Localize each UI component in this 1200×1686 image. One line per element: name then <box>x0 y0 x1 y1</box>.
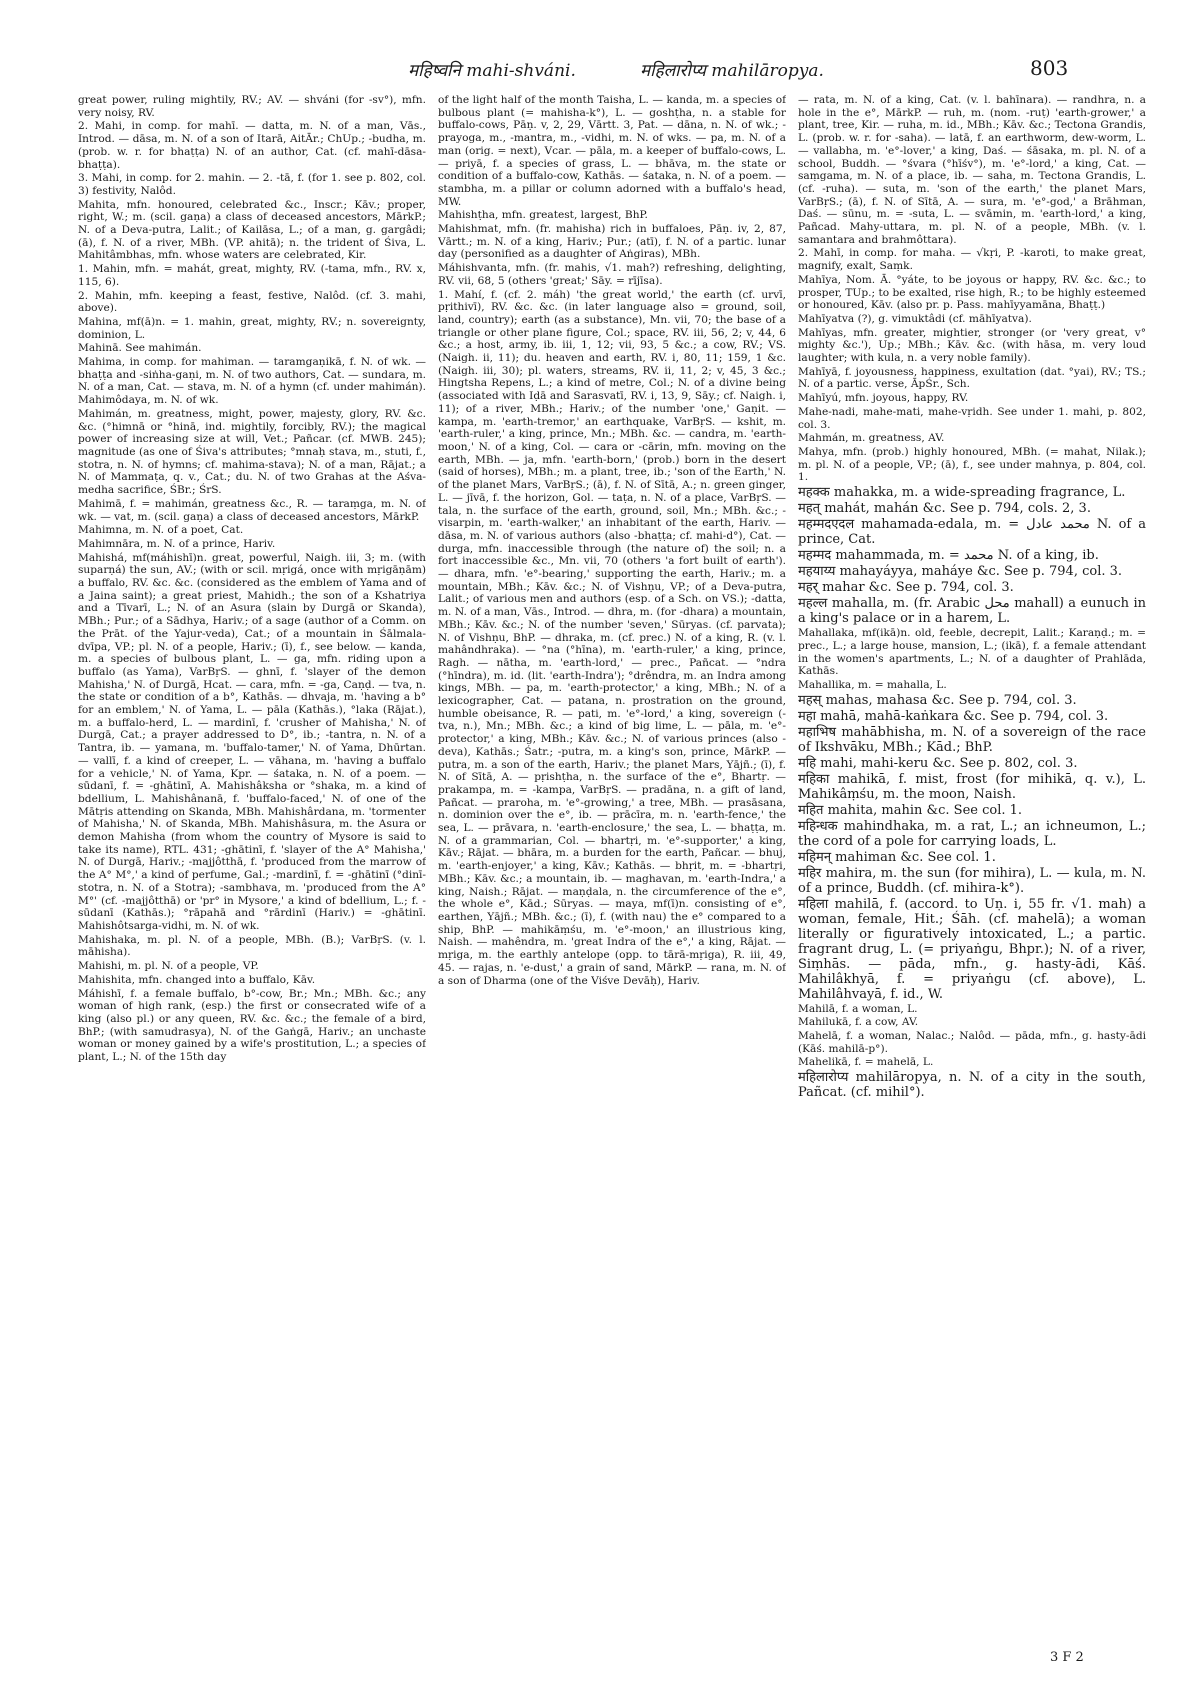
dictionary-entry: Mahima, in comp. for mahiman. — taramgaṇikā, f. N. of wk. — bhaṭṭa and -siṅha-gaṇi, m. N. of two authors, Cat. — sundara, m. N. of a man, Cat. — stava, m. N. of a hymn (cf. under mahimán). Mahimôdaya, m. N. of wk. <box>78 356 426 407</box>
dictionary-entry: Mahishṭha, mfn. greatest, largest, BhP. <box>438 209 648 222</box>
dictionary-entry: Mahimna, m. N. of a poet, Cat. <box>78 524 244 537</box>
dictionary-entry: महाभिष mahābhisha, m. N. of a sovereign of the race of Ikshvāku, MBh.; Kād.; BhP. <box>798 724 1146 755</box>
dictionary-entry: Mahilukā, f. a cow, AV. <box>798 1016 919 1029</box>
dictionary-entry: Mahīya, Nom. Ā. °yáte, to be joyous or happy, RV. &c. &c.; to prosper, TUp.; to be exalted, rise high, R.; to be highly esteemed or honoured, Kāv. (also pr. p. Pass. mahīyyamāna, Bhaṭṭ.) <box>798 273 1146 312</box>
dictionary-entry: महिलारोप्य mahilāropya, n. N. of a city in the south, Pañcat. (cf. mihil°). <box>798 1070 1146 1101</box>
dictionary-entry: Mahelā, f. a woman, Nalac.; Nalôd. — pāda, mfn., g. hasty-ādi (Kāś. mahilā-p°). <box>798 1030 1146 1055</box>
dictionary-entry: Mahishá, mf(máhishī)n. great, powerful, Naigh. iii, 3; m. (with suparṇá) the sun, AV.; (with or scil. mṛigá, once with mṛigāṇām) a buffalo, RV. &c. &c. (considered as the emblem of Yama and of a Jaina saint); a great priest, Mahidh.; the son of a Kshatriya and a Tīvarī, L.; N. of an Asura (slain by Durgā or Skanda), MBh.; Pur.; of a Sādhya, Hariv.; of a sage (author of a Comm. on the Prāt. of the Yajur-veda), Cat.; of a mountain in Śālmala-dvīpa, VP.; pl. N. of a people, Hariv.; (ī), f., see below. — kanda, m. a species of bulbous plant, L. — ga, mfn. riding upon a buffalo (as Yama), VarBṛS. — ghnī, f. 'slayer of the demon Mahisha,' N. of Durgā, Hcat. — cara, mfn. = -ga, Caṇḍ. — tva, n. the state or condition of a b°, Kathās. — dhvaja, m. 'having a b° for an emblem,' N. of Yama, L. — pāla (Kathās.), °laka (Rājat.), m. a buffalo-herd, L. — mardinī, f. 'crusher of Mahisha,' N. of Durgā, Cat.; a prayer addressed to D°, ib.; -tantra, n. N. of a Tantra, ib. — yamana, m. 'buffalo-tamer,' N. of Yama, Dhūrtan. — vallī, f. a kind of creeper, L. — vāhana, m. 'having a buffalo for a vehicle,' N. of Yama, Kpr. — śataka, n. N. of a poem. — sūdanī, f. = -ghātinī, A. Mahishâksha or °shaka, m. a kind of bdellium, L. Mahishânanā, f. 'buffalo-faced,' N. of one of the Mātṛis attending on Skanda, MBh. Mahishârdana, m. 'tormenter of Mahisha,' N. of Skanda, MBh. Mahishâsura, m. the Asura or demon Mahisha (from whom the country of Mysore is said to take its name), RTL. 431; -ghātinī, f. 'slayer of the A° Mahisha,' N. of Durgā, Hariv.; -majjôtthā, f. 'produced from the marrow of the A° M°,' a kind of perfume, Gal.; -mardinī, f. = -ghātinī (°dinī-stotra, n. N. of a Stotra); -sambhava, m. 'produced from the A° M°' (cf. -majjôtthā) or 'pr° in Mysore,' a kind of bdellium, L.; f. -sūdanī (Kathās.); °rāpahā and °rārdinī (Hariv.) = -ghātinī. Mahishôtsarga-vidhi, m. N. of wk. <box>78 551 426 932</box>
dictionary-entry: Mahīyas, mfn. greater, mightier, stronger (or 'very great, v° mighty &c.'), Up.; MBh.; Kāv. &c. (with hāsa, m. very loud laughter; with kula, n. a very noble family). <box>798 326 1146 365</box>
dictionary-entry: Mahimā, f. = mahimán, greatness &c., R. — taraṃga, m. N. of wk. — vat, m. (scil. gaṇa) a class of deceased ancestors, MārkP. <box>78 497 426 523</box>
dictionary-entry: महम्मद mahammada, m. = محمد N. of a king, ib. <box>798 548 1099 564</box>
dictionary-entry: Máhishvanta, mfn. (fr. mahis, √1. mah?) refreshing, delighting, RV. vii, 68, 5 (others 'great;' Sāy. = rījīsa). <box>438 262 786 287</box>
header-right-headword: महिलारोप्य mahilāropya. <box>640 61 824 81</box>
dictionary-entry: Mahilā, f. a woman, L. <box>798 1002 918 1015</box>
dictionary-entry: महिला mahilā, f. (accord. to Uṇ. i, 55 fr. √1. mah) a woman, female, Hit.; Śāh. (cf. mahelā); a woman literally or figuratively intoxicated, L.; a partic. fragrant drug, L. (= priyaṅgu, Bhpr.); N. of a river, Siṃhās. — pāda, mfn., g. hasty-ādi, Kāś. Mahilâkhyā, f. = priyaṅgu (cf. above), L. Mahilâhvayā, f. id., W. <box>798 896 1146 1002</box>
signature-mark: 3 F 2 <box>1050 1650 1084 1665</box>
dictionary-entry: महिर mahira, m. the sun (for mihira), L. — kula, m. N. of a prince, Buddh. (cf. mihira-k°). <box>798 865 1146 896</box>
dictionary-entry: Mahita, mfn. honoured, celebrated &c., Inscr.; Kāv.; proper, right, W.; m. (scil. gaṇa) a class of deceased ancestors, MārkP.; N. of a Deva-putra, Lalit.; of Kailāsa, L.; of a man, g. gargâdi; (ā), f. N. of a river, MBh. (VP. ahitā); n. the trident of Śiva, L. Mahitâmbhas, mfn. whose waters are celebrated, Kir. <box>78 198 426 262</box>
dictionary-entry: Mahallaka, mf(ikā)n. old, feeble, decrepit, Lalit.; Karaṇḍ.; m. = prec., L.; a large house, mansion, L.; (ikā), f. a female attendant in the women's apartments, L.; N. of a daughter of Prahlāda, Kathās. <box>798 627 1146 678</box>
dictionary-entry: Mahīyú, mfn. joyous, happy, RV. <box>798 392 969 405</box>
dictionary-entry: महित mahita, mahin &c. See col. 1. <box>798 802 1023 818</box>
dictionary-entry: 2. Mahī, in comp. for maha. — √kṛi, P. -karoti, to make great, magnify, exalt, Saṃk. <box>798 247 1146 273</box>
dictionary-entry: Mahya, mfn. (prob.) highly honoured, MBh. (= mahat, Nilak.); m. pl. N. of a people, VP.; (ā), f., see under mahnya, p. 804, col. 1. <box>798 445 1146 484</box>
dictionary-entry: महा mahā, mahā-kaṅkara &c. See p. 794, col. 3. <box>798 708 1109 724</box>
dictionary-entry: महिका mahikā, f. mist, frost (for mihikā, q. v.), L. Mahikâṃśu, m. the moon, Naish. <box>798 771 1146 802</box>
dictionary-entry: great power, ruling mightily, RV.; AV. — shváni (for -sv°), mfn. very noisy, RV. <box>78 94 426 119</box>
dictionary-entry: महस् mahas, mahasa &c. See p. 794, col. 3. <box>798 692 1077 708</box>
dictionary-entry: Mahe-nadi, mahe-mati, mahe-vṛidh. See under 1. mahi, p. 802, col. 3. <box>798 405 1146 431</box>
dictionary-entry: Mahīyā, f. joyousness, happiness, exultation (dat. °yai), RV.; TS.; N. of a partic. verse, ĀpŚr., Sch. <box>798 365 1146 391</box>
dictionary-entry: महिन्धक mahindhaka, m. a rat, L.; an ichneumon, L.; the cord of a pole for carrying loads, L. <box>798 818 1146 849</box>
dictionary-entry: महत् mahát, mahán &c. See p. 794, cols. 2, 3. <box>798 501 1091 517</box>
dictionary-entry: महिमन् mahiman &c. See col. 1. <box>798 849 996 865</box>
dictionary-entry: of the light half of the month Taisha, L. — kanda, m. a species of bulbous plant (= mahisha-k°), L. — goshṭha, n. a stable for buffalo-cows, Pāṇ. v, 2, 29, Vārtt. 3, Pat. — dāna, n. N. of wk.; -prayoga, m., -mantra, m., -vidhi, m. N. of wks. — pa, m. N. of a man (orig. = next), Vcar. — pāla, m. a keeper of buffalo-cows, L. — priyā, f. a species of grass, L. — bhāva, m. the state or condition of a buffalo-cow, Kathās. — śataka, n. N. of a poem. — stambha, m. a pillar or column adorned with a buffalo's head, MW. <box>438 94 786 208</box>
column-3 <box>798 94 1146 1634</box>
dictionary-entry: Mahishita, mfn. changed into a buffalo, Kāv. <box>78 973 316 986</box>
dictionary-entry: Mahishmat, mfn. (fr. mahisha) rich in buffaloes, Pāṇ. iv, 2, 87, Vārtt.; m. N. of a king, Hariv.; Pur.; (atī), f. N. of a partic. lunar day (personified as a daughter of Aṅgiras), MBh. <box>438 223 786 261</box>
dictionary-entry: Mahelikā, f. = mahelā, L. <box>798 1056 934 1069</box>
dictionary-entry: Mahina, mf(ā)n. = 1. mahin, great, mighty, RV.; n. sovereignty, dominion, L. <box>78 315 426 341</box>
column-2 <box>438 94 786 1634</box>
dictionary-entry: 1. Mahí, f. (cf. 2. máh) 'the great world,' the earth (cf. urvī, pṛithivī), RV. &c. &c. (in later language also = ground, soil, land, country); earth (as a substance), Mn. vii, 70; the base of a triangle or other plane figure, Col.; space, RV. iii, 56, 2; v, 44, 6 &c.; a host, army, ib. iii, 1, 12; vii, 93, 5 &c.; a cow, RV.; VS. (Naigh. ii, 11); du. heaven and earth, RV. i, 80, 11; 159, 1 &c. (Naigh. iii, 30); pl. waters, streams, RV. ii, 11, 2; v, 45, 3 &c.; Hingtsha Repens, L.; a kind of metre, Col.; N. of a divine being (associated with Iḍā and Sarasvatī, RV. i, 13, 9, Sāy.; cf. Naigh. i, 11); of a river, MBh.; Hariv.; of the number 'one,' Gaṇit. — kampa, m. 'earth-tremor,' an earthquake, VarBṛS. — kshit, m. 'earth-ruler,' a king, prince, Mn.; MBh. &c. — candra, m. 'earth-moon,' N. of a king, Col. — cara or -cārin, mfn. moving on the earth, MBh. — ja, mfn. 'earth-born,' (prob.) born in the desert (said of horses), MBh.; m. a plant, tree, ib.; 'son of the Earth,' N. of the planet Mars, VarBṛS.; (ā), f. N. of Sītā, A.; n. green ginger, L. — jīvā, f. the horizon, Gol. — taṭa, n. N. of a place, VarBṛS. — tala, n. the surface of the earth, ground, soil, Mn.; MBh. &c.; -visarpin, m. 'earth-walker,' an inhabitant of the earth, Hariv. — dāsa, m. N. of various authors (also -bhaṭṭa; cf. mahi-d°), Cat. — durga, mfn. inaccessible through (the nature of) the soil; n. a fort inaccessible &c., Mn. vii, 70 (others 'a fort built of earth'). — dhara, mfn. 'e°-bearing,' supporting the earth, Hariv.; m. a mountain, MBh.; Kāv. &c.; N. of Vishṇu, VP.; of a Deva-putra, Lalit.; of various men and authors (esp. of a Sch. on VS.); -datta, m. N. of a man, Vās., Introd. — dhra, m. (for -dhara) a mountain, MBh.; Kāv. &c.; N. of the number 'seven,' Sūryas. (cf. parvata); N. of Vishṇu, BhP. — dhraka, m. (cf. prec.) N. of a king, R. (v. l. mahândhraka). — °na (°hīna), m. 'earth-ruler,' a king, prince, Ragh. — nātha, m. 'earth-lord,' — prec., Pañcat. — °ndra (°hīndra), m. id. (lit. 'earth-Indra'); °drêndra, m. an Indra among kings, MBh. — pa, m. 'earth-protector,' a king, MBh.; N. of a lexicographer, Cat. — patana, n. prostration on the ground, humble obeisance, R. — pati, m. 'e°-lord,' a king, sovereign (-tva, n.), Mn.; MBh. &c.; a kind of big lime, L. — pāla, m. 'e°-protector,' a king, MBh.; Kāv. &c.; N. of various princes (also -deva), Kathās.; Śatr.; -putra, m. a king's son, prince, MārkP. — putra, m. a son of the earth, Hariv.; the planet Mars, Yājñ.; (ī), f. N. of Sītā, A. — pṛishṭha, n. the surface of the e°, Bhartṛ. — prakampa, m. = -kampa, VarBṛS. — pradāna, n. a gift of land, Pañcat. — praroha, m. 'e°-growing,' a tree, MBh. — prasāsana, n. dominion over the e°, ib. — prācīra, m. n. 'earth-fence,' the sea, L. — prāvara, n. 'earth-enclosure,' the sea, L. — bhaṭṭa, m. N. of a grammarian, Col. — bhartṛi, m. 'e°-supporter,' a king, Kāv.; Rājat. — bhāra, m. a burden for the earth, Pañcar. — bhuj, m. 'earth-enjoyer,' a king, Kāv.; Kathās. — bhṛit, m. = -bhartṛi, MBh.; Kāv. &c.; a mountain, ib. — maghavan, m. 'earth-Indra,' a king, Naish.; Rājat. — maṇḍala, n. the circumference of the e°, the whole e°, Kād.; Sūryas. — maya, mf(ī)n. consisting of e°, earthen, Yājñ.; MBh. &c.; (ī), f. (with nau) the e° compared to a ship, BhP. — mahikāṃśu, m. 'e°-moon,' an illustrious king, Naish. — mahêndra, m. 'great Indra of the e°,' a king, Rājat. — mṛiga, m. the earthly antelope (opp. to tārā-mṛiga), R. iii, 49, 45. — rajas, n. 'e-dust,' a grain of sand, MārkP. — rana, m. N. of a son of Dharma (one of the Viśve Devāḥ), Hariv. <box>438 288 786 987</box>
page-number: 803 <box>1030 56 1069 80</box>
dictionary-entry: Mahimán, m. greatness, might, power, majesty, glory, RV. &c. &c. (°himnā or °hinā, ind. mightily, forcibly, RV.); the magical power of increasing size at will, Vet.; Pañcar. (cf. MWB. 245); magnitude (as one of Śiva's attributes; °mnaḥ stava, m., stuti, f., stotra, n. N. of hymns; cf. mahima-stava); N. of a man, Rājat.; a N. of Mammaṭa, q. v., Cat.; du. N. of two Grahas at the Aśva-medha sacrifice, ŚBr.; ŚrS. <box>78 407 426 497</box>
dictionary-entry: महक्क mahakka, m. a wide-spreading fragrance, L. <box>798 485 1126 501</box>
dictionary-entry: Mahimnāra, m. N. of a prince, Hariv. <box>78 537 276 550</box>
dictionary-entry: महयाय्य mahayáyya, maháye &c. See p. 794, col. 3. <box>798 564 1123 580</box>
dictionary-entry: Mahishi, m. pl. N. of a people, VP. <box>78 960 259 973</box>
dictionary-entry: Mahmán, m. greatness, AV. <box>798 432 945 445</box>
dictionary-entry: Mahīyatva (?), g. vimuktâdi (cf. māhīyatva). <box>798 312 1032 325</box>
dictionary-entry: — rata, m. N. of a king, Cat. (v. l. bahīnara). — randhra, n. a hole in the e°, MārkP. — ruh, m. (nom. -ruṭ) 'earth-grower,' a plant, tree, Kir. — ruha, m. id., MBh.; Kāv. &c.; Tectona Grandis, L. (prob. w. r. for -saha). — latā, f. an earthworm, dew-worm, L. — vallabha, m. 'e°-lover,' a king, Daś. — śāsaka, m. pl. N. of a school, Buddh. — °śvara (°hīśv°), m. 'e°-lord,' a king, Cat. — saṃgama, m. N. of a place, ib. — saha, m. Tectona Grandis, L. (cf. -ruha). — suta, m. 'son of the earth,' the planet Mars, VarBṛS.; (ā), f. N. of Sītā, A. — sura, m. 'e°-god,' a Brāhman, Daś. — sūnu, m. = -suta, L. — svāmin, m. 'earth-lord,' a king, Pañcad. Mahy-uttara, m. pl. N. of a people, MBh. (v. l. samantara and brahmôttara). <box>798 94 1146 246</box>
dictionary-entry: Mahinā. See mahimán. <box>78 342 202 355</box>
dictionary-entry: महर् mahar &c. See p. 794, col. 3. <box>798 580 1014 596</box>
dictionary-entry: Mahishaka, m. pl. N. of a people, MBh. (B.); VarBṛS. (v. l. māhisha). <box>78 933 426 959</box>
dictionary-entry: महम्मदएदल mahamada-edala, m. = محمد عادل N. of a prince, Cat. <box>798 517 1146 548</box>
dictionary-columns <box>78 94 1148 1634</box>
dictionary-entry: Mahallika, m. = mahalla, L. <box>798 678 947 691</box>
dictionary-entry: 2. Mahi, in comp. for mahī. — datta, m. N. of a man, Vās., Introd. — dāsa, m. N. of a son of Itarā, AitĀr.; ChUp.; -budha, m. (prob. w. r. for bhaṭṭa) N. of an author, Cat. (cf. mahī-dāsa-bhaṭṭa). <box>78 120 426 171</box>
dictionary-entry: Máhishī, f. a female buffalo, b°-cow, Br.; Mn.; MBh. &c.; any woman of high rank, (esp.) the first or consecrated wife of a king (also pl.) or any queen, RV. &c. &c.; the female of a bird, BhP.; (with samudrasya), N. of the Gaṅgā, Hariv.; an unchaste woman or money gained by a wife's prostitution, L.; a species of plant, L.; N. of the 15th day <box>78 987 426 1064</box>
header-left-headword: महिष्वनि mahi-shváni. <box>408 61 576 81</box>
dictionary-entry: महि mahi, mahi-keru &c. See p. 802, col. 3. <box>798 755 1078 771</box>
dictionary-entry: 3. Mahi, in comp. for 2. mahin. — 2. -tā, f. (for 1. see p. 802, col. 3) festivity, Nalôd. <box>78 172 426 197</box>
dictionary-entry: महल्ल mahalla, m. (fr. Arabic محل mahall) a eunuch in a king's palace or in a harem, L. <box>798 596 1146 627</box>
page-header <box>0 58 1200 88</box>
dictionary-entry: 1. Mahin, mfn. = mahát, great, mighty, RV. (-tama, mfn., RV. x, 115, 6). <box>78 263 426 288</box>
column-1 <box>78 94 426 1634</box>
dictionary-entry: 2. Mahin, mfn. keeping a feast, festive, Nalôd. (cf. 3. mahi, above). <box>78 289 426 315</box>
